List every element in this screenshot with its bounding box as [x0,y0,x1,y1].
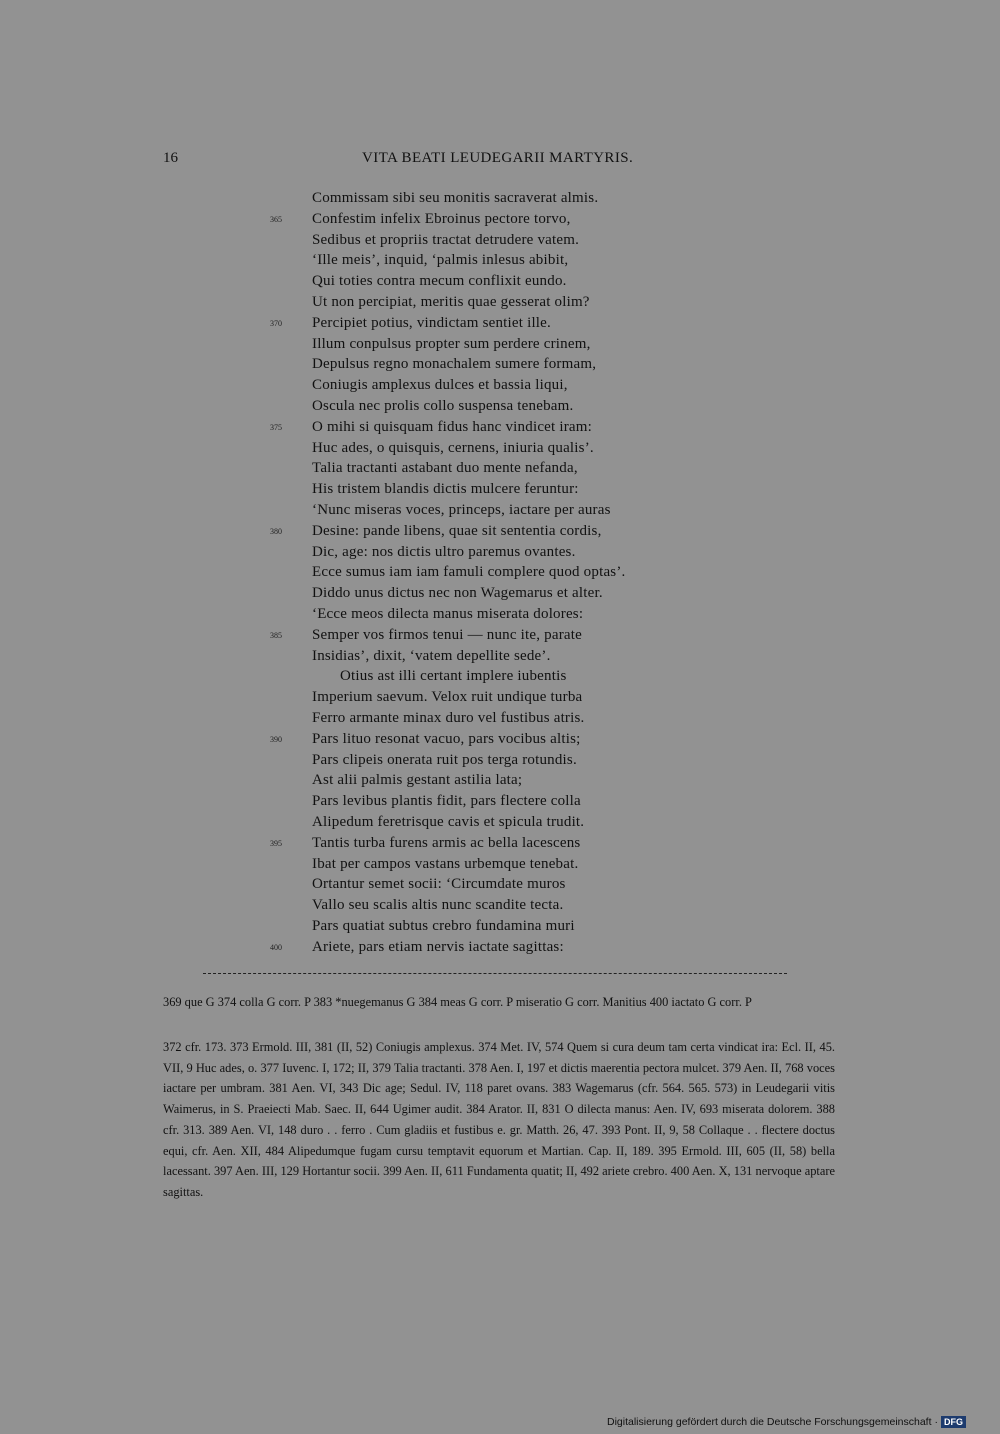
dfg-logo: DFG [941,1416,966,1428]
verse-line [0,770,1000,791]
verse-line [0,791,1000,812]
verse-text: Illum conpulsus propter sum perdere crinem, [312,335,591,352]
verse-line [0,417,1000,438]
verse-text: Pars levibus plantis fidit, pars flectere colla [312,793,581,810]
verse-line [0,604,1000,625]
verse-text: Insidias’, dixit, ‘vatem depellite sede’. [312,647,551,664]
verse-text: Pars quatiat subtus crebro fundamina muri [312,917,575,934]
verse-line [0,354,1000,375]
verse-line [0,542,1000,563]
verse-line [0,854,1000,875]
verse-line [0,729,1000,750]
verse-line [0,313,1000,334]
verse-text: Dic, age: nos dictis ultro paremus ovantes. [312,543,576,560]
verse-line [0,188,1000,209]
verse-line [0,562,1000,583]
page-header [0,150,1000,174]
verse-text: Alipedum feretrisque cavis et spicula trudit. [312,813,585,830]
verse-line [0,708,1000,729]
line-number: 380 [270,526,282,536]
verse-text: Imperium saevum. Velox ruit undique turba [312,689,583,706]
separator-dot: · [934,1416,939,1428]
verse-text: Commissam sibi seu monitis sacraverat almis. [312,190,599,206]
verse-text: ‘Ecce meos dilecta manus miserata dolores: [312,605,584,622]
verse-text: His tristem blandis dictis mulcere feruntur: [312,481,579,498]
poem-verses [0,188,1000,957]
verse-text: Ast alii palmis gestant astilia lata; [312,772,523,789]
running-title: VITA BEATI LEUDEGARII MARTYRIS. [362,150,634,166]
verse-text: Talia tractanti astabant duo mente nefanda, [312,460,578,477]
verse-line [0,438,1000,459]
verse-text: Tantis turba furens armis ac bella lacescens [312,834,581,851]
verse-line [0,937,1000,958]
verse-text: Ariete, pars etiam nervis iactate sagittas: [312,938,564,955]
verse-line [0,292,1000,313]
credit-text: Digitalisierung gefördert durch die Deutsche Forschungsgemeinschaft [607,1416,932,1428]
verse-text: Desine: pande libens, quae sit sententia cordis, [312,522,602,539]
critical-apparatus: 369 que G 374 colla G corr. P 383 *nuegemanus G 384 meas G corr. P miseratio G corr. Manitius 400 iactato G corr. P [163,995,752,1009]
footnote-divider [203,973,787,974]
verse-text: Vallo seu scalis altis nunc scandite tecta. [312,897,564,914]
verse-line [0,230,1000,251]
verse-line [0,812,1000,833]
line-number: 370 [270,318,282,328]
verse-text: Sedibus et propriis tractat detrudere vatem. [312,231,580,248]
verse-text: Qui toties contra mecum conflixit eundo. [312,273,567,290]
verse-text: Ortantur semet socii: ‘Circumdate muros [312,876,566,893]
verse-line [0,334,1000,355]
verse-line [0,521,1000,542]
verse-line [0,666,1000,687]
page-number: 16 [163,150,178,166]
verse-line [0,874,1000,895]
verse-text: Pars clipeis onerata ruit pos terga rotundis. [312,751,577,768]
verse-text: ‘Ille meis’, inquid, ‘palmis inlesus abibit, [312,252,569,269]
verse-line [0,646,1000,667]
verse-text: Depulsus regno monachalem sumere formam, [312,356,597,373]
line-number: 385 [270,630,282,640]
verse-text: Semper vos firmos tenui — nunc ite, parate [312,626,582,643]
verse-line [0,396,1000,417]
line-number: 375 [270,422,282,432]
verse-line [0,479,1000,500]
verse-text: Coniugis amplexus dulces et bassia liqui, [312,377,568,394]
line-number: 395 [270,838,282,848]
verse-text: Ibat per campos vastans urbemque tenebat. [312,855,579,872]
verse-line [0,916,1000,937]
verse-text: Ferro armante minax duro vel fustibus atris. [312,709,585,726]
verse-line [0,583,1000,604]
verse-text: Diddo unus dictus nec non Wagemarus et alter. [312,585,603,602]
verse-text: Oscula nec prolis collo suspensa tenebam. [312,397,574,414]
digitization-credit [607,1416,966,1428]
verse-line [0,625,1000,646]
line-number: 390 [270,734,282,744]
verse-line [0,687,1000,708]
line-number: 365 [270,214,282,224]
source-notes: 372 cfr. 173. 373 Ermold. III, 381 (II, 52) Coniugis amplexus. 374 Met. IV, 574 Quem si cura deum tam certa vindicat ira: Ecl. II, 45. VII, 9 Huc ades, o. 377 Iuvenc. I, 172; II, 379 Talia tractanti. 378 Aen. I, 197 et dictis maerentia pectora mulcet. 379 Aen. II, 768 voces iactare per umbram. 381 Aen. VI, 343 Dic age; Sedul. IV, 118 paret ovans. 383 Wagemarus (cfr. 564. 565. 573) in Leudegarii vitis Waimerus, in S. Praeiecti Mab. Saec. II, 644 Ugimer audit. 384 Arator. II, 831 O dilecta manus: Aen. IV, 693 miserata dolorem. 388 cfr. 313. 389 Aen. VI, 148 duro . . ferro . Cum gladiis et fustibus e. gr. Matth. 26, 47. 393 Pont. II, 9, 58 Collaque . . flectere doctus equi, cfr. Aen. XII, 484 Alipedumque fugam cursu temptavit equorum et Martian. Cap. II, 189. 395 Ermold. III, 605 (II, 58) bella lacessant. 397 Aen. III, 129 Hortantur socii. 399 Aen. II, 611 Fundamenta quatit; II, 492 ariete crebro. 400 Aen. X, 131 nervoque aptare sagittas. [163,1040,835,1199]
verse-text: Ut non percipiat, meritis quae gesserat olim? [312,293,590,310]
verse-line [0,458,1000,479]
verse-text: ‘Nunc miseras voces, princeps, iactare per auras [312,501,611,518]
verse-line [0,500,1000,521]
verse-text: Ecce sumus iam iam famuli complere quod optas’. [312,564,626,581]
verse-line [0,895,1000,916]
verse-text: Percipiet potius, vindictam sentiet ille. [312,314,551,331]
verse-line [0,209,1000,230]
verse-text: Otius ast illi certant implere iubentis [340,668,567,685]
verse-text: Huc ades, o quisquis, cernens, iniuria qualis’. [312,439,594,456]
verse-text: O mihi si quisquam fidus hanc vindicet iram: [312,418,593,435]
verse-text: Pars lituo resonat vacuo, pars vocibus altis; [312,730,581,747]
verse-line [0,271,1000,292]
verse-text: Confestim infelix Ebroinus pectore torvo, [312,210,571,227]
verse-line [0,750,1000,771]
verse-line [0,250,1000,271]
verse-line [0,375,1000,396]
verse-line [0,833,1000,854]
line-number: 400 [270,942,282,952]
